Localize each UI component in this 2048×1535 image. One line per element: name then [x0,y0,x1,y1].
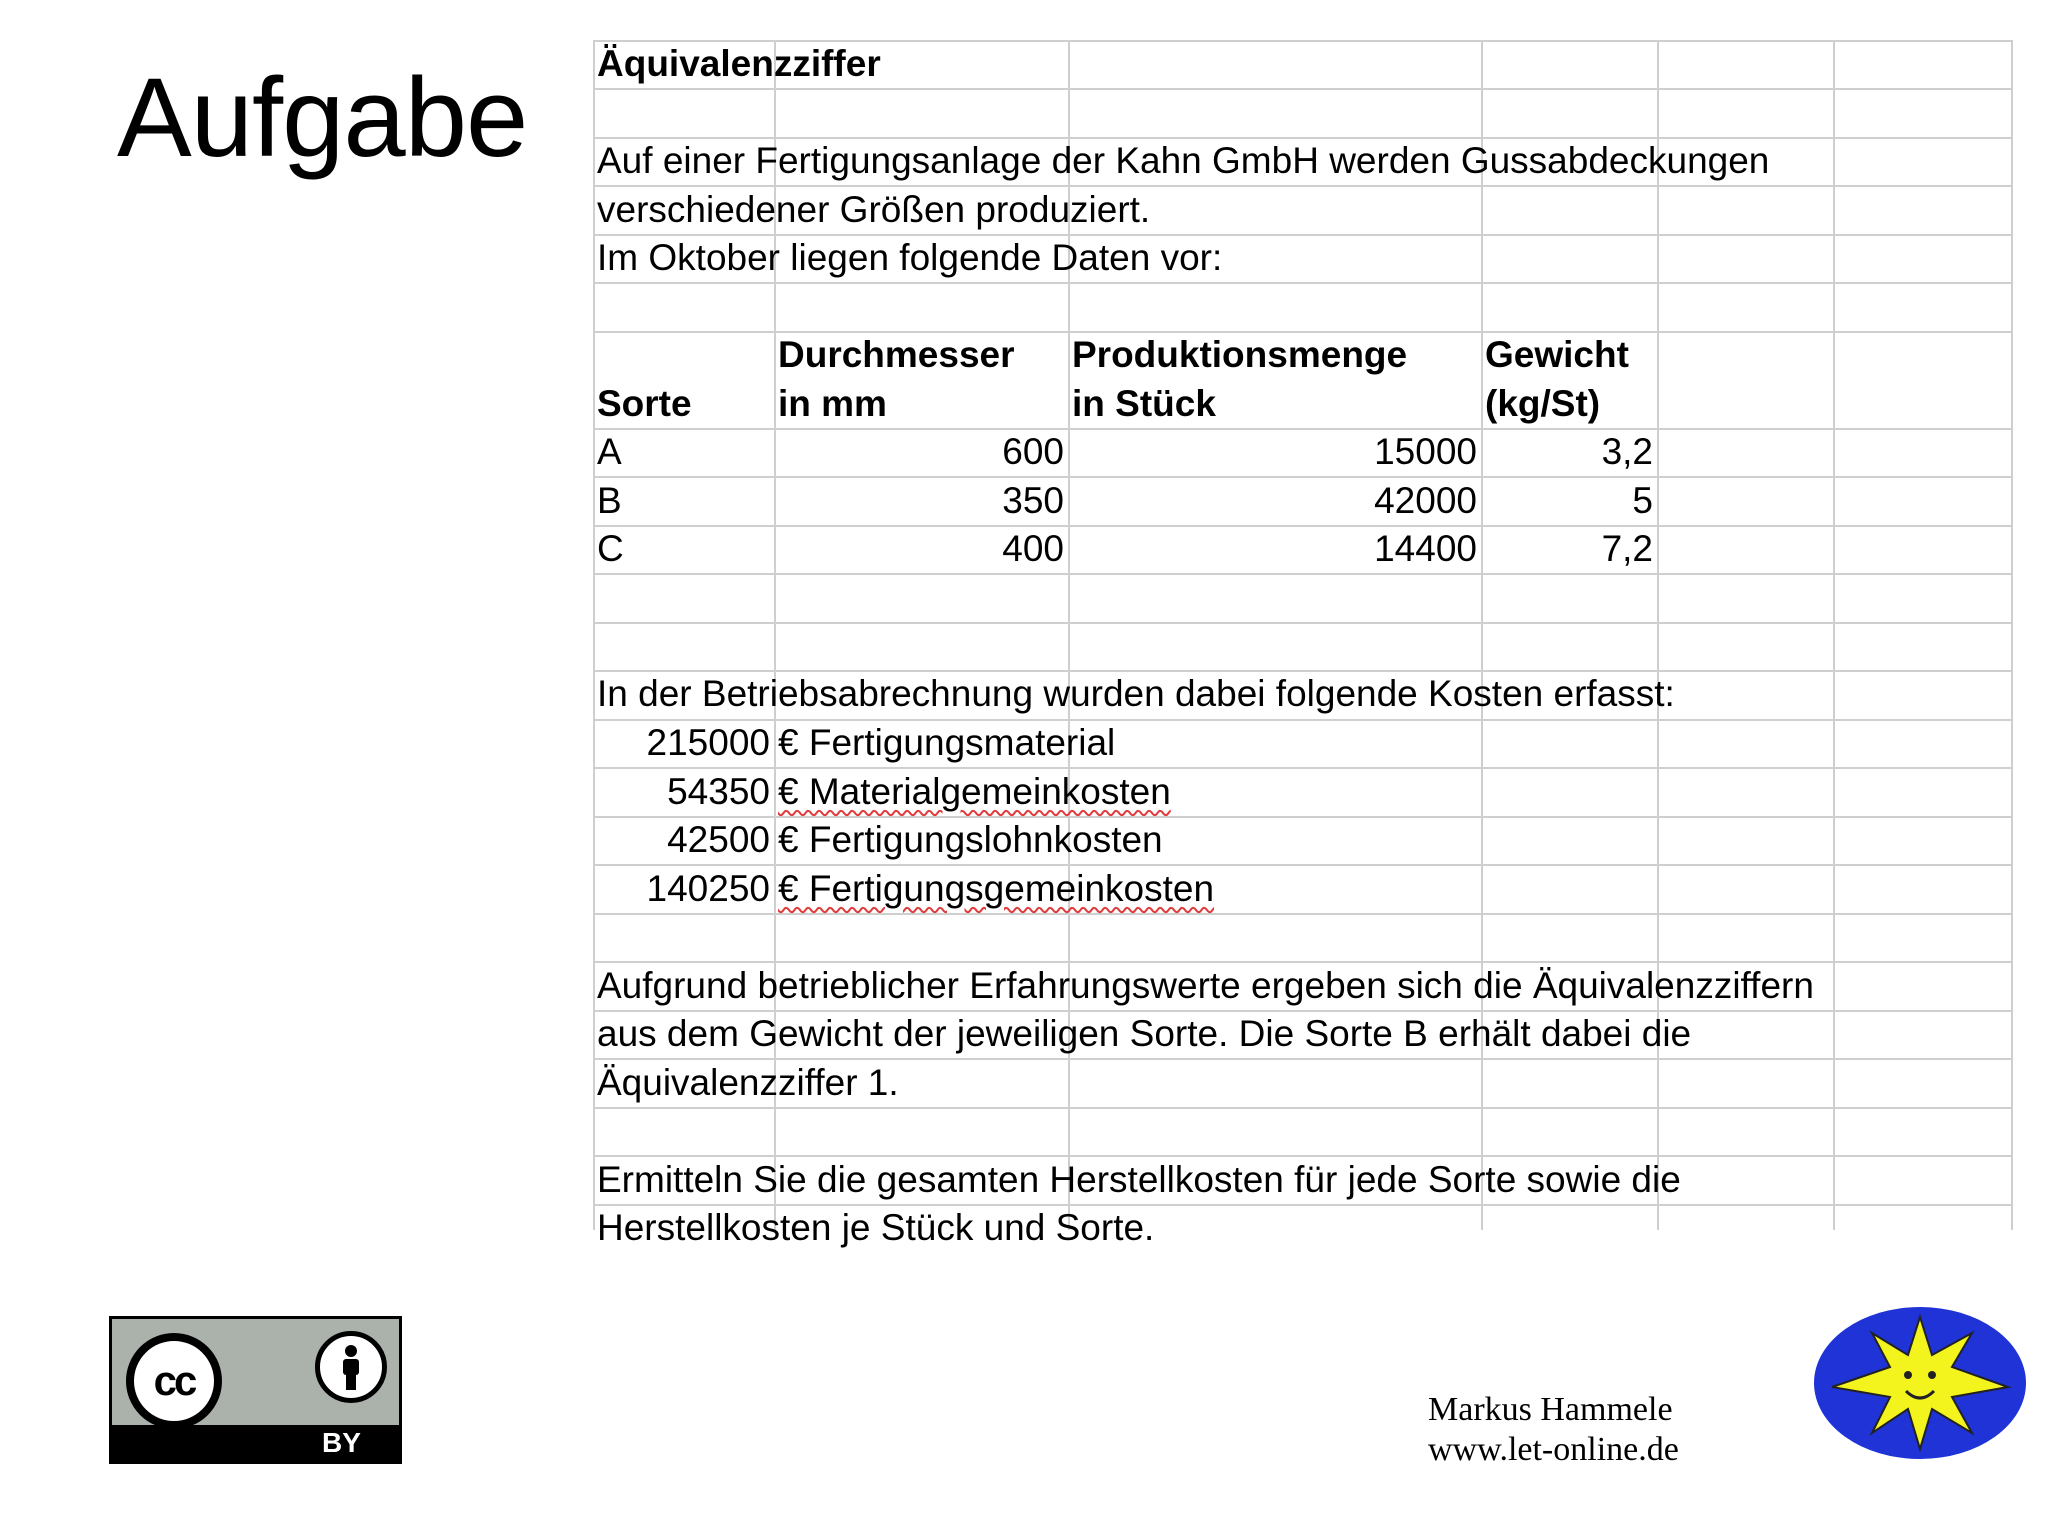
author-name: Markus Hammele [1428,1391,1673,1428]
row-b-gewicht: 5 [1632,479,1653,521]
cost-label: € Fertigungsmaterial [778,722,1116,763]
row-b-sorte: B [597,479,622,521]
header-durchmesser-unit: in mm [778,382,887,424]
cost-row [593,816,2013,865]
row-a-sorte: A [597,431,622,472]
header-produktionsmenge: Produktionsmenge [1072,334,1408,375]
cc-by-icon [109,1316,402,1464]
basis-line-1: Aufgrund betrieblicher Erfahrungswerte ergeben sich die Äquivalenzziffern [597,964,1814,1006]
cc-logo-text: cc [126,1333,222,1429]
cost-label: € Fertigungsgemeinkosten [778,867,1215,909]
intro-line-1: Auf einer Fertigungsanlage der Kahn GmbH werden Gussabdeckungen [597,140,1770,181]
header-durchmesser: Durchmesser [778,334,1015,375]
basis-line-2: aus dem Gewicht der jeweiligen Sorte. Die Sorte B erhält dabei die [597,1013,1692,1054]
row-c-sorte: C [597,528,624,569]
task-line-1: Ermitteln Sie die gesamten Herstellkosten für jede Sorte sowie die [597,1158,1681,1200]
row-a-gewicht: 3,2 [1601,431,1653,472]
cost-amount: 54350 [667,770,770,812]
header-sorte: Sorte [597,382,692,424]
cost-amount: 215000 [646,722,770,763]
task-line-2: Herstellkosten je Stück und Sorte. [597,1207,1155,1248]
header-gewicht: Gewicht [1485,334,1629,375]
basis-line-3: Äquivalenzziffer 1. [597,1061,899,1103]
cost-amount: 140250 [646,867,770,909]
header-sorte-line1 [597,331,692,380]
intro-line-3: Im Oktober liegen folgende Daten vor: [597,237,1223,278]
intro-line-2: verschiedener Größen produziert. [597,188,1151,230]
slide-title: Aufgabe [117,55,528,180]
row-c-durchmesser: 400 [1002,528,1064,569]
header-produktionsmenge-unit: in Stück [1072,382,1216,424]
table-row [593,525,2013,574]
row-a-durchmesser: 600 [1002,431,1064,472]
table-row [593,477,2013,526]
row-a-menge: 15000 [1374,431,1477,472]
header-gewicht-unit: (kg/St) [1485,382,1601,424]
row-b-menge: 42000 [1374,479,1477,521]
smiling-sun-logo [1812,1305,2028,1461]
cost-row [593,865,2013,914]
table-row [593,428,2013,477]
cost-row [593,719,2013,768]
row-c-gewicht: 7,2 [1601,528,1653,569]
author-block [1428,1390,1679,1470]
by-label: BY [322,1427,361,1458]
person-icon [315,1331,387,1403]
row-b-durchmesser: 350 [1002,479,1064,521]
author-website[interactable]: www.let-online.de [1428,1431,1679,1468]
spreadsheet [593,40,2013,1248]
row-c-menge: 14400 [1374,528,1477,569]
table-header [593,331,2013,428]
cost-row [593,768,2013,817]
cost-label: € Materialgemeinkosten [778,770,1171,812]
cost-amount: 42500 [667,819,770,860]
sheet-heading: Äquivalenzziffer [597,43,881,84]
cost-label: € Fertigungslohnkosten [778,819,1163,860]
costs-intro: In der Betriebsabrechnung wurden dabei folgende Kosten erfasst: [597,673,1675,714]
